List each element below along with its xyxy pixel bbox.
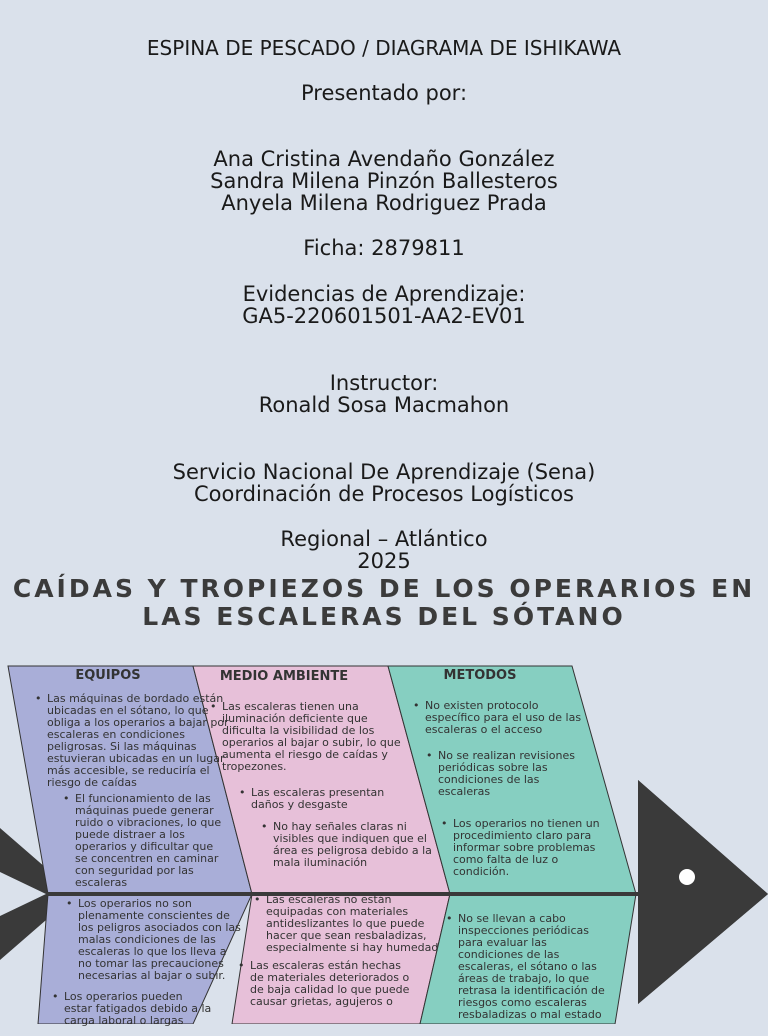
metodos-top-list <box>425 699 600 887</box>
medio-ambiente-bottom-list <box>250 893 440 1017</box>
presented-by-label: Presentado por: <box>300 81 468 105</box>
equipos-top-list <box>47 693 241 898</box>
medio-ambiente-top-list <box>222 700 432 878</box>
list-item: • Las escaleras tienen una iluminación deficiente que dificulta la visibilidad de los operarios al bajar o subir, lo que aumenta el riesgo de caídas y tropezones. <box>222 701 406 773</box>
instructor-name: Ronald Sosa Macmahon <box>258 393 510 417</box>
institution-name: Servicio Nacional De Aprendizaje (Sena) <box>172 460 596 484</box>
list-item: • Las escaleras no están equipadas con materiales antideslizantes lo que puede hacer que sean resbaladizas, especialmente si hay humedad <box>266 894 440 954</box>
problem-title-line: CAÍDAS Y TROPIEZOS DE LOS OPERARIOS EN <box>12 574 756 603</box>
author-name: Ana Cristina Avendaño González <box>213 147 555 171</box>
fish-head-icon <box>638 780 768 1004</box>
metodos-bottom-list <box>458 913 610 1030</box>
author-name: Anyela Milena Rodriguez Prada <box>221 191 547 215</box>
coordination-name: Coordinación de Procesos Logísticos <box>194 482 574 506</box>
list-item: • El funcionamiento de las máquinas puede generar ruido o vibraciones, lo que puede distraer a los operarios y dificultar que se concentren en caminar con seguridad por las escaleras <box>75 793 225 889</box>
list-item: • No se llevan a cabo inspecciones periódicas para evaluar las condiciones de las escaleras, el sótano o las áreas de trabajo, lo que retrasa la identificación de riesgos como escaleras resbaladizas o mal estado <box>458 913 610 1021</box>
year: 2025 <box>357 549 411 573</box>
evidence-code: GA5-220601501-AA2-EV01 <box>242 304 526 328</box>
regional-name: Regional – Atlántico <box>280 527 488 551</box>
problem-title-line: LAS ESCALERAS DEL SÓTANO <box>142 602 626 631</box>
list-item: • No hay señales claras ni visibles que indiquen que el área es peligrosa debido a la mala iluminación <box>273 821 433 869</box>
ficha-number: Ficha: 2879811 <box>303 236 465 260</box>
list-item: • No se realizan revisiones periódicas sobre las condiciones de las escaleras <box>438 750 578 798</box>
equipos-bottom-list <box>64 897 242 1036</box>
list-item: • Los operarios no son plenamente conscientes de los peligros asociados con las malas condiciones de las escaleras lo que los lleva a no tomar las precauciones necesarias al bajar o subir. <box>78 898 242 982</box>
list-item: • Los operarios no tienen un procedimiento claro para informar sobre problemas como falta de luz o condición. <box>453 818 615 878</box>
equipos-title: EQUIPOS <box>75 668 141 683</box>
fish-eye-icon <box>679 869 695 885</box>
medio-ambiente-title: MEDIO AMBIENTE <box>219 669 349 684</box>
list-item: • Las escaleras presentan daños y desgaste <box>251 787 399 811</box>
list-item: • Las máquinas de bordado están ubicadas en el sótano, lo que obliga a los operarios a bajar por escaleras en condiciones peligrosas. Si las máquinas estuvieran ubicadas en un lugar más accesible, se reduciría el riesgo de caídas <box>47 693 241 789</box>
evidence-label: Evidencias de Aprendizaje: <box>242 282 526 306</box>
document-heading: ESPINA DE PESCADO / DIAGRAMA DE ISHIKAWA <box>146 36 622 60</box>
instructor-label: Instructor: <box>329 371 439 395</box>
list-item: • No existen protocolo específico para el uso de las escaleras o el acceso <box>425 700 585 736</box>
metodos-title: METODOS <box>443 668 517 683</box>
list-item: • Las escaleras están hechas de materiales deteriorados o de baja calidad lo que puede causar grietas, agujeros o <box>250 960 414 1008</box>
author-name: Sandra Milena Pinzón Ballesteros <box>210 169 558 193</box>
list-item: • Los operarios pueden estar fatigados debido a la carga laboral o largas <box>64 991 214 1027</box>
